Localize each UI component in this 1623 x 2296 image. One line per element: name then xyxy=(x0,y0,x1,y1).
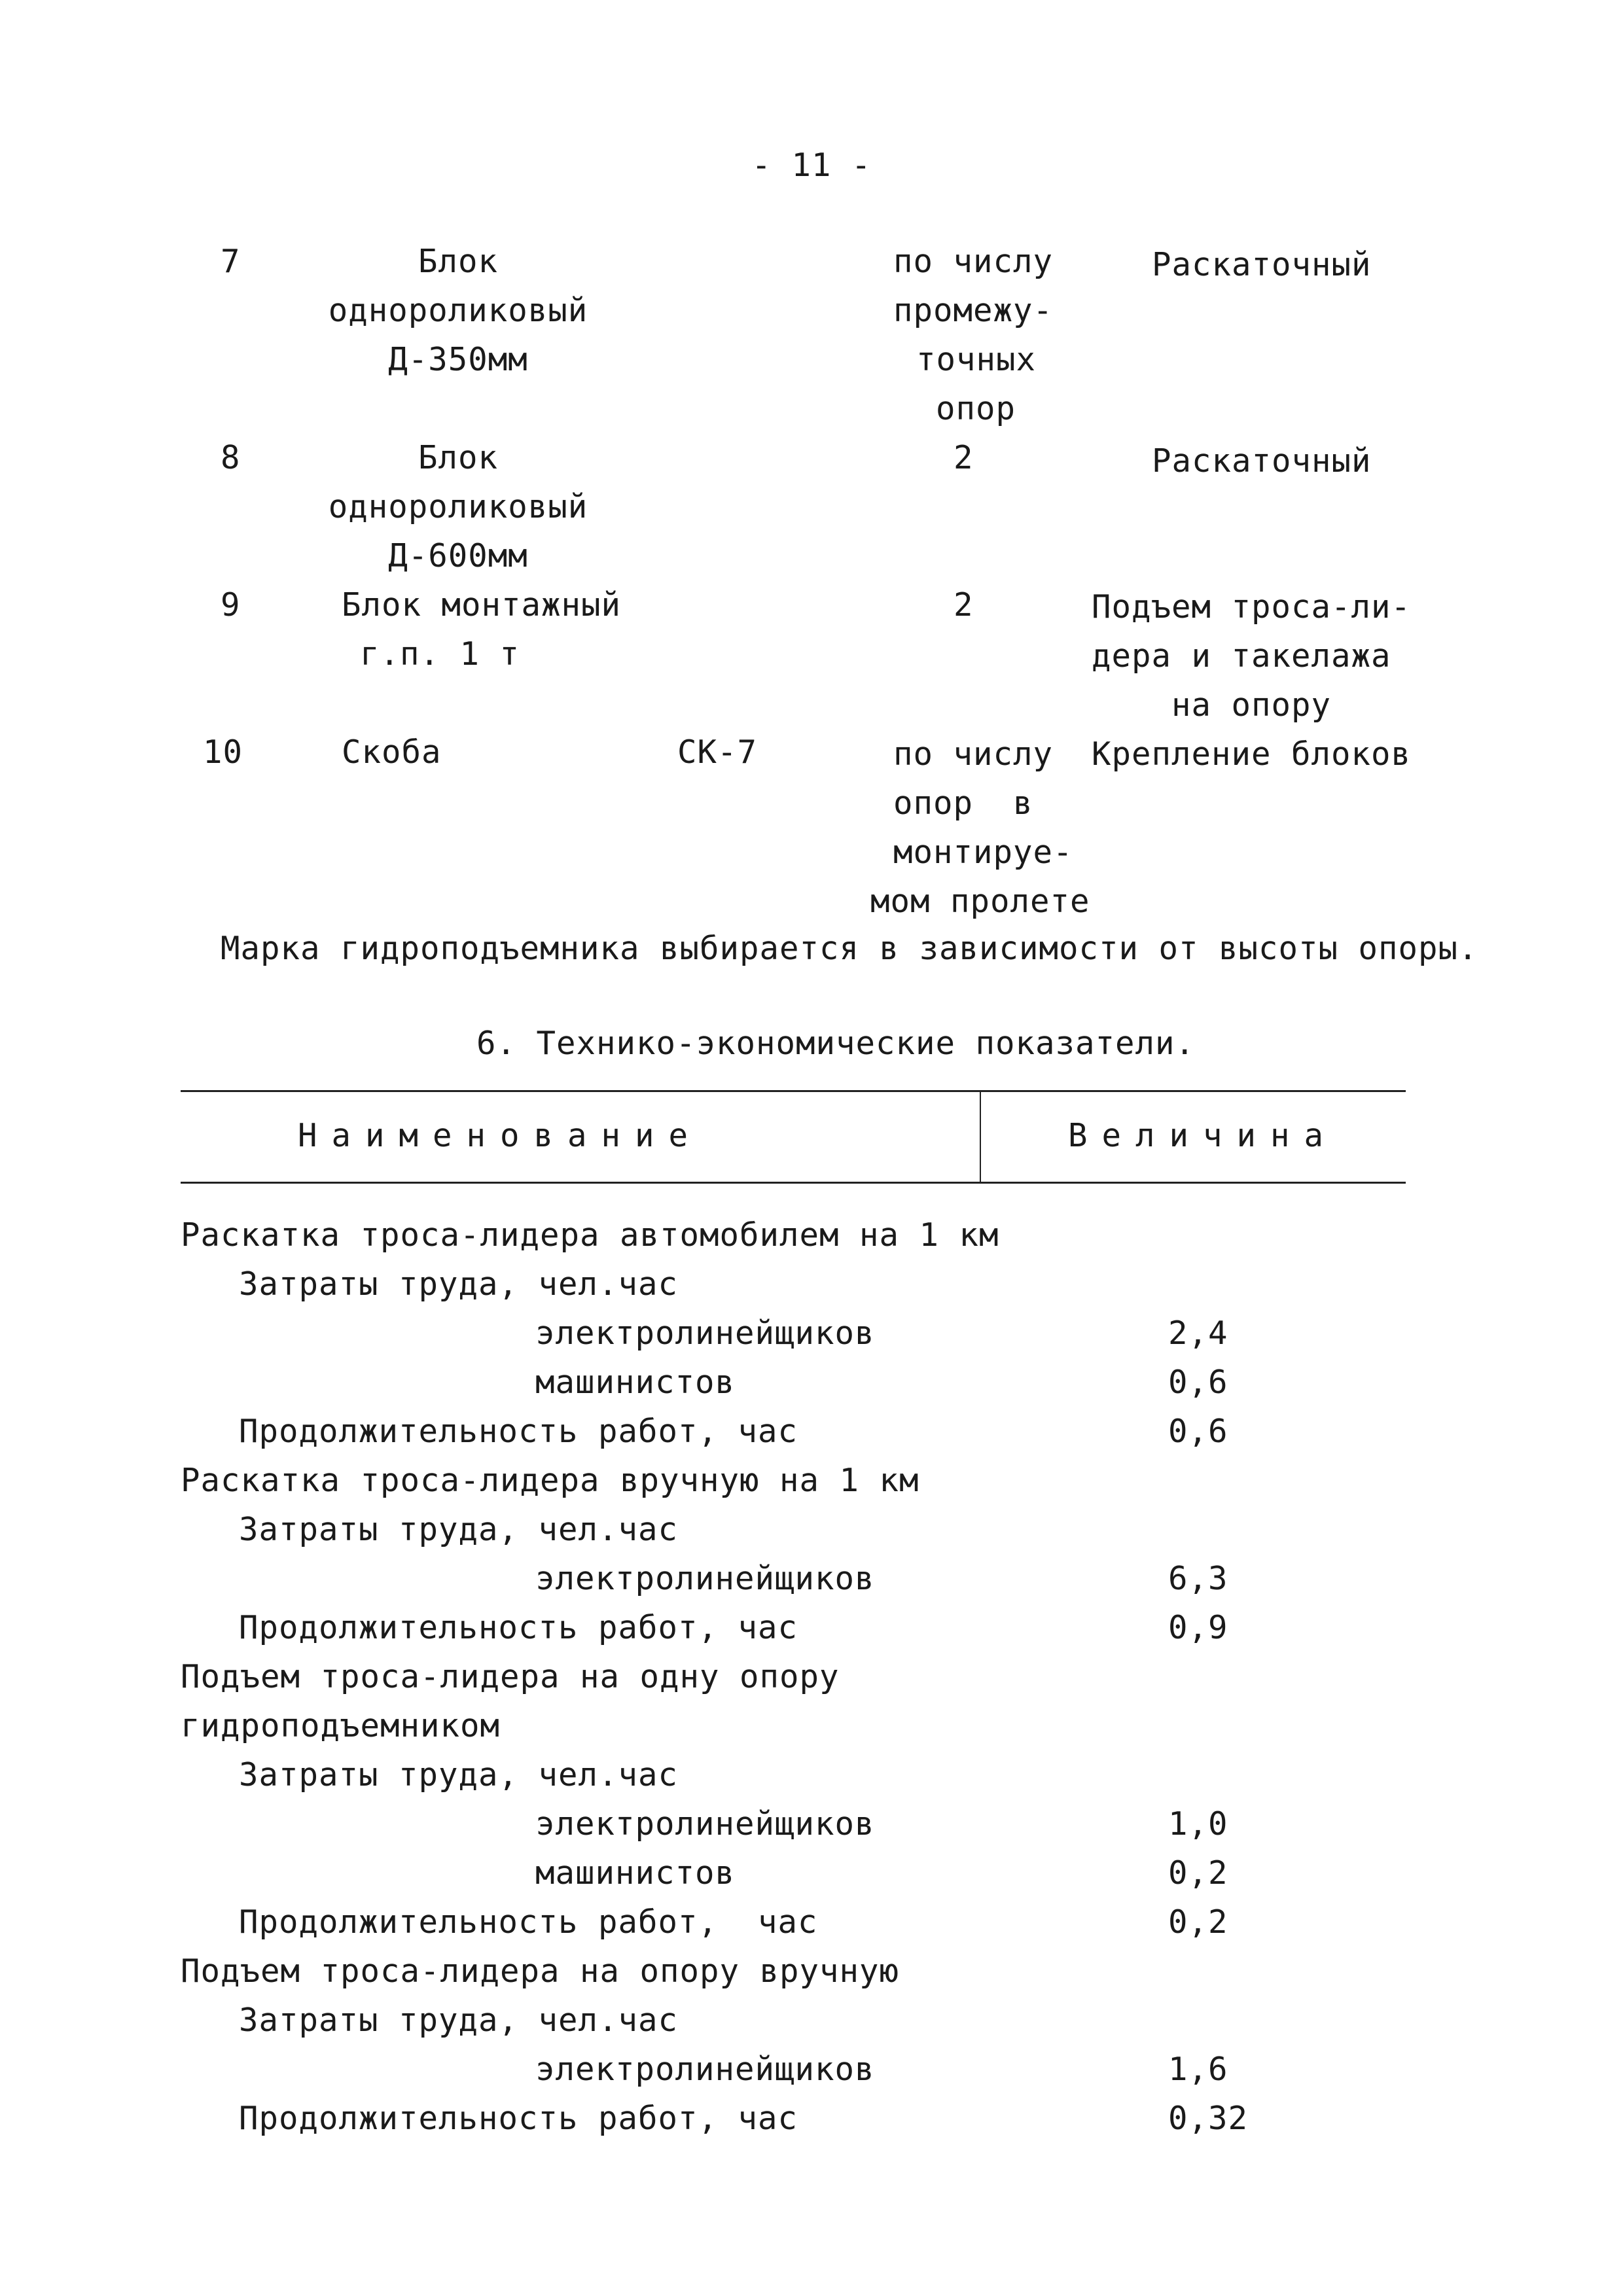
item-quantity: монтируе- xyxy=(893,834,1073,871)
item-name: Блок xyxy=(418,243,498,280)
item-name: однороликовый xyxy=(328,292,588,329)
item-purpose: дера и такелажа xyxy=(1092,637,1391,675)
indicator-label: гидроподъемником xyxy=(181,1707,501,1744)
item-quantity: по числу xyxy=(893,243,1054,280)
indicator-value: 0,6 xyxy=(1168,1413,1228,1450)
item-purpose: на опору xyxy=(1171,686,1332,724)
item-quantity: 2 xyxy=(954,439,974,476)
item-name: Блок монтажный xyxy=(342,586,622,624)
item-name: однороликовый xyxy=(328,488,588,525)
indicator-value: 0,32 xyxy=(1168,2100,1249,2137)
indicator-label: Продолжительность работ, час xyxy=(239,1609,798,1646)
indicator-label: машинистов xyxy=(535,1364,736,1401)
item-quantity: опор в xyxy=(893,785,1033,822)
indicator-label: Затраты труда, чел.час xyxy=(239,1265,679,1303)
item-name: Д-600мм xyxy=(388,537,528,574)
item-name: Скоба xyxy=(342,733,442,771)
indicator-value: 0,9 xyxy=(1168,1609,1228,1646)
indicator-value: 0,2 xyxy=(1168,1854,1228,1892)
item-purpose: Раскаточный xyxy=(1152,442,1372,480)
item-name: Блок xyxy=(418,439,498,476)
section-title: 6. Технико-экономические показатели. xyxy=(476,1025,1196,1062)
item-quantity: 2 xyxy=(954,586,974,624)
indicator-label: Подъем троса-лидера на одну опору xyxy=(181,1658,840,1695)
item-purpose: Раскаточный xyxy=(1152,246,1372,283)
item-type: СК-7 xyxy=(677,733,758,771)
row-number: 9 xyxy=(221,586,241,624)
indicator-label: Подъем троса-лидера на опору вручную xyxy=(181,1952,900,1990)
row-number: 8 xyxy=(221,439,241,476)
table-top-rule xyxy=(181,1090,1406,1092)
indicator-label: электролинейщиков xyxy=(535,2051,875,2088)
indicator-value: 2,4 xyxy=(1168,1315,1228,1352)
header-name: Наименование xyxy=(298,1117,703,1154)
column-divider xyxy=(980,1090,981,1182)
row-number: 10 xyxy=(203,733,243,771)
indicator-label: Раскатка троса-лидера вручную на 1 км xyxy=(181,1462,919,1499)
row-number: 7 xyxy=(221,243,241,280)
header-value: Величина xyxy=(1068,1117,1338,1154)
indicator-label: Затраты труда, чел.час xyxy=(239,1511,679,1548)
item-name: г.п. 1 т xyxy=(360,635,520,673)
indicator-label: электролинейщиков xyxy=(535,1315,875,1352)
item-name: Д-350мм xyxy=(388,341,528,378)
table-header-rule xyxy=(181,1182,1406,1184)
indicator-value: 6,3 xyxy=(1168,1560,1228,1597)
note-text: Марка гидроподъемника выбирается в зависимости от высоты опоры. xyxy=(221,930,1478,967)
indicator-label: Продолжительность работ, час xyxy=(239,2100,798,2137)
item-quantity: мом пролете xyxy=(870,883,1090,920)
indicator-label: Продолжительность работ, час xyxy=(239,1413,798,1450)
page-number: - 11 - xyxy=(751,147,872,184)
indicator-label: Затраты труда, чел.час xyxy=(239,2002,679,2039)
indicator-label: машинистов xyxy=(535,1854,736,1892)
item-purpose: Крепление блоков xyxy=(1092,735,1412,773)
indicator-value: 1,0 xyxy=(1168,1805,1228,1843)
item-quantity: точных xyxy=(916,341,1037,378)
indicator-label: электролинейщиков xyxy=(535,1805,875,1843)
indicator-value: 1,6 xyxy=(1168,2051,1228,2088)
indicator-label: Продолжительность работ, час xyxy=(239,1903,818,1941)
indicator-value: 0,6 xyxy=(1168,1364,1228,1401)
item-quantity: по числу xyxy=(893,735,1054,773)
item-purpose: Подъем троса-ли- xyxy=(1092,588,1412,626)
item-quantity: опор xyxy=(936,390,1016,427)
indicator-label: Затраты труда, чел.час xyxy=(239,1756,679,1793)
item-quantity: промежу- xyxy=(893,292,1054,329)
indicator-label: электролинейщиков xyxy=(535,1560,875,1597)
indicator-value: 0,2 xyxy=(1168,1903,1228,1941)
indicator-label: Раскатка троса-лидера автомобилем на 1 км xyxy=(181,1216,999,1254)
